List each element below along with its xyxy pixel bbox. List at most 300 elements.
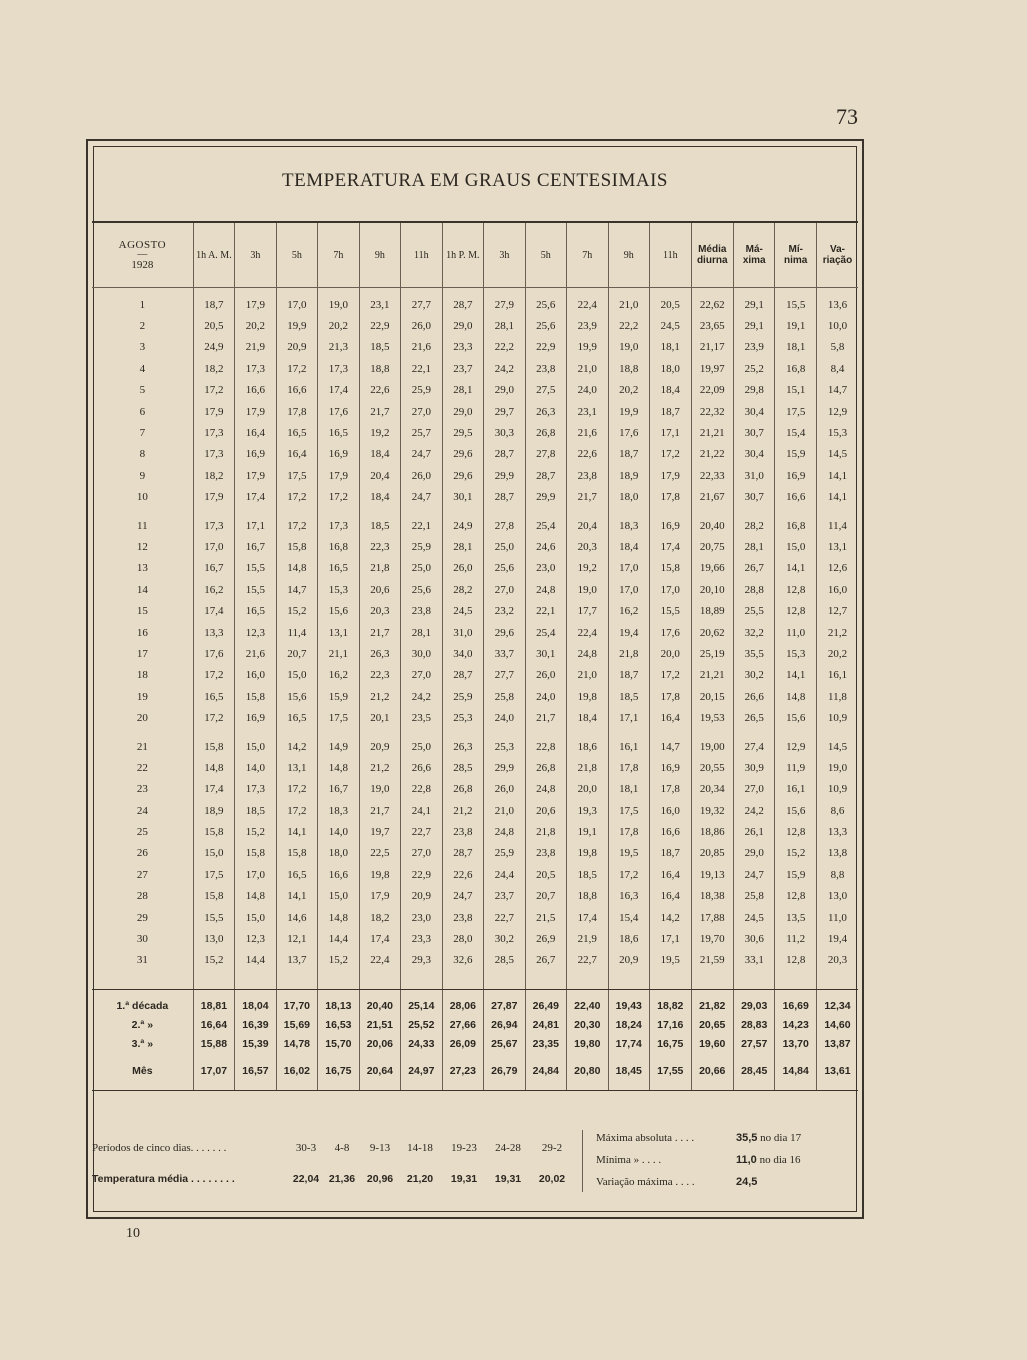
table-row [92,950,858,971]
table-cell: 25,6 [525,315,566,336]
table-cell: 15,2 [235,821,276,842]
table-cell: 16,8 [775,358,816,379]
table-cell: 17,4 [193,779,234,800]
table-cell: 17,0 [193,536,234,557]
table-cell: 20,66 [691,1061,733,1080]
table-cell: 16,4 [650,707,691,728]
table-cell: 25,6 [525,294,566,315]
table-cell: 18,9 [193,800,234,821]
table-cell: 18,4 [567,707,608,728]
table-cell: 29,6 [484,622,525,643]
table-cell: 28,7 [525,465,566,486]
table-cell: 29,0 [484,380,525,401]
header-media: Média diurna [691,223,733,288]
table-cell: 25,9 [484,843,525,864]
table-cell: 17,5 [276,465,317,486]
table-cell: 23,2 [484,600,525,621]
table-cell: 20,85 [691,843,733,864]
table-cell: 19,66 [691,558,733,579]
table-cell: 15,0 [775,536,816,557]
table-cell: 15,9 [775,444,816,465]
table-cell: 20,40 [359,996,400,1015]
table-cell: 18,9 [608,465,649,486]
table-cell: 16,8 [318,536,359,557]
table-row [92,665,858,686]
table-cell: 17,55 [650,1061,691,1080]
summary-row [92,1034,858,1053]
table-cell: 13,7 [276,950,317,971]
table-cell: 8,4 [816,358,858,379]
table-cell: 21,59 [691,950,733,971]
table-cell: 14,6 [276,907,317,928]
table-cell: 16,2 [193,579,234,600]
row-label: 18 [136,669,148,682]
period-mean: 19,31 [494,1173,522,1185]
row-label: 24 [136,804,148,817]
table-cell: 15,8 [276,843,317,864]
table-cell: 22,62 [691,294,733,315]
table-cell: 14,8 [775,686,816,707]
table-cell: 28,1 [733,536,774,557]
table-cell: 19,70 [691,928,733,949]
table-cell: 26,7 [733,558,774,579]
table-cell: 15,0 [235,907,276,928]
table-cell: 19,8 [359,864,400,885]
table-cell: 16,75 [650,1034,691,1053]
table-cell: 16,9 [235,707,276,728]
table-cell: 29,0 [442,315,483,336]
table-cell: 19,43 [608,996,649,1015]
summary-row [92,996,858,1015]
table-cell: 18,0 [608,487,649,508]
table-cell: 16,75 [318,1061,359,1080]
table-cell: 13,0 [816,886,858,907]
table-cell: 33,7 [484,643,525,664]
table-row [92,579,858,600]
table-cell: 14,23 [775,1015,816,1034]
table-cell: 21,6 [567,422,608,443]
table-row [92,380,858,401]
table-cell: 24,9 [442,515,483,536]
table-cell: 13,6 [816,294,858,315]
table-cell: 26,94 [484,1015,525,1034]
table-row [92,643,858,664]
footer-number: 10 [126,1226,140,1241]
table-cell: 21,7 [525,707,566,728]
table-cell: 18,81 [193,996,234,1015]
table-cell: 16,9 [235,444,276,465]
table-cell: 27,9 [484,294,525,315]
table-cell: 22,8 [401,779,442,800]
table-cell: 30,7 [733,487,774,508]
table-cell: 18,38 [691,886,733,907]
table-cell: 14,60 [816,1015,858,1034]
table-cell: 20,75 [691,536,733,557]
table-cell: 21,0 [608,294,649,315]
period: 24-28 [495,1142,521,1154]
table-cell: 16,53 [318,1015,359,1034]
table-cell: 17,8 [650,779,691,800]
summary-divider [582,1130,583,1192]
table-cell: 14,7 [650,736,691,757]
table-cell: 16,5 [193,686,234,707]
table-cell: 15,2 [193,950,234,971]
table-cell: 22,40 [567,996,608,1015]
table-cell: 20,64 [359,1061,400,1080]
table-cell: 21,8 [608,643,649,664]
table-cell: 21,2 [359,757,400,778]
table-cell: 12,8 [775,886,816,907]
table-cell: 22,32 [691,401,733,422]
table-cell: 30,4 [733,444,774,465]
period-mean: 19,31 [450,1173,478,1185]
table-cell: 13,1 [276,757,317,778]
table-cell: 20,10 [691,579,733,600]
table-cell: 16,7 [318,779,359,800]
table-cell: 19,0 [567,579,608,600]
table-cell: 26,0 [525,665,566,686]
table-cell: 17,2 [608,864,649,885]
table-cell: 20,3 [567,536,608,557]
period: 30-3 [295,1142,317,1154]
table-cell: 21,6 [235,643,276,664]
table-cell: 16,1 [775,779,816,800]
table-cell: 5,8 [816,337,858,358]
table-row [92,622,858,643]
table-cell: 18,13 [318,996,359,1015]
table-cell: 21,2 [816,622,858,643]
table-cell: 15,0 [235,736,276,757]
row-label: 30 [136,933,148,946]
table-cell: 19,8 [567,686,608,707]
table-cell: 15,6 [775,800,816,821]
table-cell: 16,6 [318,864,359,885]
table-cell: 15,5 [193,907,234,928]
table-cell: 18,7 [608,665,649,686]
table-cell: 18,7 [650,401,691,422]
table-cell: 33,1 [733,950,774,971]
table-cell: 24,8 [525,779,566,800]
table-cell: 15,8 [276,536,317,557]
table-cell: 19,1 [775,315,816,336]
table-cell: 22,6 [567,444,608,465]
table-cell: 18,4 [650,380,691,401]
table-cell: 17,9 [235,294,276,315]
table-cell: 21,21 [691,422,733,443]
table-cell: 14,7 [816,380,858,401]
table-cell: 18,2 [193,465,234,486]
table-cell: 25,3 [484,736,525,757]
table-cell: 28,7 [442,294,483,315]
table-row [92,864,858,885]
table-cell: 19,0 [359,779,400,800]
table-cell: 18,45 [608,1061,649,1080]
row-label: 5 [139,384,146,397]
table-cell: 25,8 [733,886,774,907]
table-cell: 30,6 [733,928,774,949]
period: 9-13 [369,1142,391,1154]
table-row [92,294,858,315]
row-label: 23 [136,783,148,796]
table-cell: 21,8 [567,757,608,778]
table-cell: 16,1 [608,736,649,757]
table-cell: 8,8 [816,864,858,885]
table-cell: 20,5 [193,315,234,336]
table-cell: 17,0 [276,294,317,315]
table-cell: 27,87 [484,996,525,1015]
table-cell: 11,9 [775,757,816,778]
page-title: TEMPERATURA EM GRAUS CENTESIMAIS [281,170,668,191]
table-cell: 17,4 [567,907,608,928]
table-cell: 17,2 [193,380,234,401]
table-cell: 16,2 [318,665,359,686]
table-cell: 14,1 [816,465,858,486]
table-cell: 17,2 [650,444,691,465]
table-cell: 12,3 [235,622,276,643]
table-cell: 12,9 [775,736,816,757]
table-cell: 16,0 [235,665,276,686]
table-cell: 18,8 [608,358,649,379]
table-cell: 17,9 [235,401,276,422]
table-cell: 17,6 [650,622,691,643]
table-cell: 11,0 [816,907,858,928]
table-cell: 23,8 [567,465,608,486]
table-cell: 29,5 [442,422,483,443]
table-cell: 28,8 [733,579,774,600]
table-cell: 14,4 [318,928,359,949]
table-cell: 17,4 [193,600,234,621]
table-cell: 16,02 [276,1061,317,1080]
table-cell: 28,0 [442,928,483,949]
table-cell: 12,1 [276,928,317,949]
table-cell: 17,6 [193,643,234,664]
table-cell: 15,0 [318,886,359,907]
table-cell: 22,1 [401,515,442,536]
table-cell: 25,9 [401,380,442,401]
table-cell: 16,7 [193,558,234,579]
table-cell: 31,0 [442,622,483,643]
table-cell: 12,7 [816,600,858,621]
table-cell: 22,7 [484,907,525,928]
table-cell: 14,7 [276,579,317,600]
table-cell: 13,8 [816,843,858,864]
table-cell: 20,1 [359,707,400,728]
table-cell: 24,2 [733,800,774,821]
table-cell: 22,8 [525,736,566,757]
table-cell: 13,3 [816,821,858,842]
table-cell: 20,9 [401,886,442,907]
table-cell: 30,9 [733,757,774,778]
table-cell: 26,49 [525,996,566,1015]
table-cell: 28,45 [733,1061,774,1080]
table-cell: 27,5 [525,380,566,401]
table-cell: 15,6 [276,686,317,707]
table-cell: 18,3 [608,515,649,536]
table-cell: 26,79 [484,1061,525,1080]
header-maxima: Má- xima [733,223,774,288]
table-cell: 18,4 [608,536,649,557]
table-cell: 17,70 [276,996,317,1015]
table-cell: 17,2 [276,800,317,821]
table-cell: 19,1 [567,821,608,842]
table-cell: 14,84 [775,1061,816,1080]
table-cell: 14,8 [193,757,234,778]
table-cell: 20,55 [691,757,733,778]
row-label: 2.ª » [131,1018,154,1031]
table-cell: 15,88 [193,1034,234,1053]
table-cell: 25,5 [733,600,774,621]
table-cell: 32,6 [442,950,483,971]
table-cell: 12,8 [775,821,816,842]
table-cell: 10,0 [816,315,858,336]
temperature-table [92,223,858,1091]
table-cell: 26,0 [442,558,483,579]
max-absolute: Máxima absoluta . . . . 35,5 no dia 17 [596,1132,802,1144]
table-cell: 21,2 [442,800,483,821]
table-cell: 21,6 [401,337,442,358]
table-cell: 22,7 [567,950,608,971]
summary-block [92,1128,858,1198]
table-cell: 22,6 [359,380,400,401]
table-cell: 19,0 [318,294,359,315]
table-cell: 20,3 [816,950,858,971]
table-cell: 24,97 [401,1061,442,1080]
table-cell: 18,7 [650,843,691,864]
table-cell: 30,2 [733,665,774,686]
table-cell: 20,7 [525,886,566,907]
table-cell: 18,2 [193,358,234,379]
table-cell: 25,7 [401,422,442,443]
table-cell: 13,3 [193,622,234,643]
table-cell: 23,7 [484,886,525,907]
table-cell: 14,78 [276,1034,317,1053]
row-label: 22 [136,761,148,774]
table-cell: 18,4 [359,487,400,508]
table-cell: 23,0 [401,907,442,928]
table-cell: 20,2 [608,380,649,401]
header-hour: 3h [484,223,525,288]
table-cell: 17,6 [608,422,649,443]
period: 19-23 [451,1142,477,1154]
table-cell: 24,2 [484,358,525,379]
table-cell: 28,83 [733,1015,774,1034]
table-cell: 30,1 [442,487,483,508]
table-cell: 13,70 [775,1034,816,1053]
table-cell: 19,7 [359,821,400,842]
table-cell: 22,4 [359,950,400,971]
table-cell: 24,7 [401,487,442,508]
table-cell: 17,3 [193,515,234,536]
table-cell: 14,1 [775,665,816,686]
table-cell: 19,0 [608,337,649,358]
table-cell: 15,2 [775,843,816,864]
table-cell: 18,1 [608,779,649,800]
row-label: 1 [139,298,146,311]
table-cell: 22,09 [691,380,733,401]
table-cell: 15,8 [193,736,234,757]
row-label: 2 [139,320,146,333]
table-cell: 16,5 [276,422,317,443]
table-cell: 17,3 [235,358,276,379]
table-cell: 19,9 [608,401,649,422]
table-row [92,337,858,358]
table-cell: 25,4 [525,622,566,643]
table-cell: 14,1 [816,487,858,508]
header-hour: 9h [359,223,400,288]
table-cell: 19,2 [567,558,608,579]
table-cell: 13,0 [193,928,234,949]
table-cell: 19,5 [608,843,649,864]
table-cell: 21,82 [691,996,733,1015]
table-cell: 20,2 [816,643,858,664]
period-mean: 20,96 [366,1173,394,1185]
table-cell: 17,4 [359,928,400,949]
month-row [92,1061,858,1080]
table-cell: 22,4 [567,622,608,643]
table-cell: 28,1 [401,622,442,643]
table-cell: 17,8 [650,487,691,508]
table-cell: 15,70 [318,1034,359,1053]
table-cell: 35,5 [733,643,774,664]
table-cell: 26,09 [442,1034,483,1053]
table-cell: 19,97 [691,358,733,379]
table-cell: 16,4 [650,864,691,885]
table-cell: 17,1 [608,707,649,728]
table-cell: 17,2 [193,665,234,686]
header-hour: 9h [608,223,649,288]
table-cell: 28,7 [442,843,483,864]
table-cell: 12,8 [775,600,816,621]
table-cell: 17,3 [193,422,234,443]
table-cell: 16,4 [235,422,276,443]
table-cell: 24,0 [484,707,525,728]
table-row [92,707,858,728]
table-cell: 17,9 [193,401,234,422]
row-label: 17 [136,647,148,660]
row-label: 26 [136,847,148,860]
table-cell: 16,4 [650,886,691,907]
period: 14-18 [407,1142,433,1154]
table-cell: 24,7 [733,864,774,885]
table-cell: 16,9 [650,515,691,536]
row-label: 6 [139,405,146,418]
table-cell: 20,62 [691,622,733,643]
table-cell: 23,8 [525,358,566,379]
table-cell: 15,8 [193,886,234,907]
table-cell: 23,3 [442,337,483,358]
table-cell: 25,0 [401,736,442,757]
table-cell: 21,0 [484,800,525,821]
row-label: 29 [136,911,148,924]
table-cell: 26,8 [442,779,483,800]
table-cell: 16,57 [235,1061,276,1080]
period-mean: 20,02 [538,1173,566,1185]
row-label: 1.ª década [116,999,169,1012]
row-label: 28 [136,890,148,903]
table-cell: 27,66 [442,1015,483,1034]
table-cell: 19,4 [608,622,649,643]
table-cell: 26,3 [442,736,483,757]
table-cell: 16,6 [235,380,276,401]
row-label: 14 [136,583,148,596]
table-cell: 25,9 [401,536,442,557]
table-cell: 16,1 [816,665,858,686]
table-cell: 16,4 [276,444,317,465]
table-cell: 19,00 [691,736,733,757]
header-hour: 7h [318,223,359,288]
table-cell: 17,1 [650,422,691,443]
table-cell: 28,7 [484,487,525,508]
